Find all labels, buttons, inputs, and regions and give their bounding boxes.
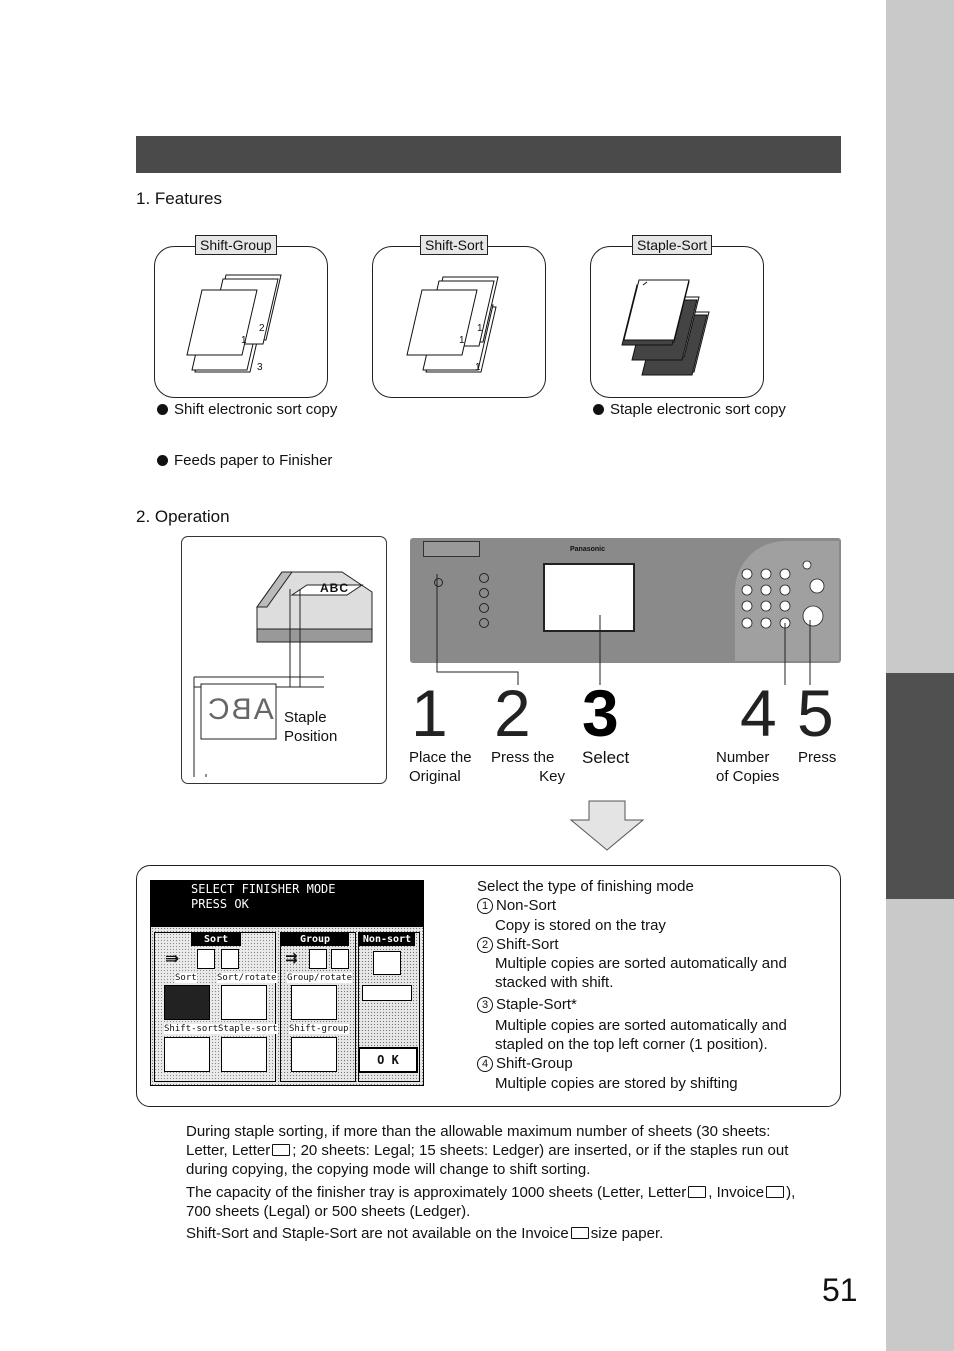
note-text: Shift-Sort and Staple-Sort are not available on the Invoice [186,1225,569,1242]
bullet-shift-sort-copy [157,401,337,418]
non-sort-icon[interactable] [373,951,401,975]
note-text: size paper. [590,1225,664,1242]
note-line: 700 sheets (Legal) or 500 sheets (Ledger). [186,1203,471,1220]
mirrored-doc-label: ABC [206,693,274,726]
lcd-label-shift-group: Shift-group [289,1024,349,1034]
paper-orientation-icon [272,1144,290,1156]
item-title: Shift-Group [496,1055,573,1072]
lcd-label-sort: Sort [175,973,197,983]
page-num-3: 3 [257,362,263,373]
finishing-item-3 [477,995,577,1015]
staple-label: Staple [284,709,327,726]
step-number-3: 3 [582,676,619,750]
item-number-2: 2 [477,937,493,953]
finishing-item-3-desc-1: Multiple copies are sorted automatically and [495,1017,787,1034]
shift-sort-icon[interactable] [164,1037,210,1072]
lcd-label-sort-rotate: Sort/rotate [217,973,277,983]
step-4-line1: Number [716,749,770,766]
step-number-2: 2 [494,676,531,750]
finishing-item-1 [477,896,556,916]
step-2-label [491,748,565,786]
item-number-3: 3 [477,997,493,1013]
step-1-line1: Place the [409,749,472,766]
group-rotate-icon [309,949,327,969]
staple-sort-illustration [591,247,763,397]
shift-group-icon[interactable] [291,1037,337,1072]
non-sort-option[interactable] [362,985,412,1001]
page-num-1a: 1 [459,335,465,346]
feature-shift-group-box [154,246,328,398]
note-text: Letter, Letter [186,1142,271,1159]
step-5-label: Press [798,749,837,766]
feature-staple-sort-box [590,246,764,398]
step-4-line2: of Copies [716,768,780,785]
note-line [186,1183,846,1202]
item-title: Staple-Sort* [496,996,577,1013]
page-num-1: 1 [241,335,247,346]
step-number-4: 4 [740,676,777,750]
step-number-5: 5 [797,676,834,750]
step-number-1: 1 [411,676,448,750]
document-feeder-illustration [182,537,386,783]
lcd-line-1: SELECT FINISHER MODE [191,882,336,896]
callout-lines [380,560,830,690]
lcd-label-staple-sort: Staple-sort [218,1024,278,1034]
note-tray-capacity [186,1183,846,1221]
lcd-option-grid [151,927,423,1085]
feature-shift-sort-box [372,246,546,398]
bullet-feeds-paper [157,452,332,469]
lcd-message [151,881,423,927]
staple-sort-icon[interactable] [221,1037,267,1072]
note-text: , Invoice [708,1184,765,1201]
step-3-label: Select [582,748,630,767]
bullet-dot [157,404,168,415]
step-1-line2: Original [409,768,461,785]
paper-orientation-icon [688,1186,706,1198]
page-num-1c: 1 [475,362,481,373]
features-heading: 1. Features [136,189,222,208]
note-line: During staple sorting, if more than the allowable maximum number of sheets (30 sheets: [186,1123,771,1140]
finishing-intro: Select the type of finishing mode [477,878,694,895]
group-arrow-icon: ⇉ [285,950,298,967]
header-bar [136,136,841,173]
shift-group-option[interactable] [291,985,337,1020]
page-num-2: 2 [259,323,265,334]
down-arrow-icon [569,800,645,852]
step-2-line1: Press the [491,749,555,766]
lcd-label-shift-sort: Shift-sort [164,1024,219,1034]
shift-group-illustration [155,247,327,397]
page-num-1b: 1 [477,323,483,334]
lcd-line-2: PRESS OK [191,897,249,911]
operation-heading: 2. Operation [136,507,230,526]
sort-rotate-icon-2 [221,949,239,969]
finishing-item-4-desc: Multiple copies are stored by shifting [495,1075,738,1092]
staple-sort-option[interactable] [221,985,267,1020]
item-number-4: 4 [477,1056,493,1072]
original-placement-box [181,536,387,784]
bullet-text: Staple electronic sort copy [610,401,786,418]
feature-label-staple-sort: Staple-Sort [632,235,712,255]
side-index-tab-active [886,673,954,899]
feeder-doc-label: ABC [320,581,349,595]
tab-sort[interactable]: Sort [191,933,241,946]
note-line [186,1141,846,1160]
note-staple-limits [186,1122,846,1179]
sort-rotate-icon [197,949,215,969]
bullet-text: Feeds paper to Finisher [174,452,333,469]
step-4-label [716,748,779,786]
ok-button[interactable]: O K [358,1047,418,1073]
step-2-line2: Key [539,768,565,785]
finishing-item-2-desc-2: stacked with shift. [495,974,614,991]
group-rotate-icon-2 [331,949,349,969]
feature-label-shift-group: Shift-Group [195,235,277,255]
finisher-lcd-screen [150,880,424,1086]
note-invoice-restriction [186,1224,846,1243]
finishing-item-2 [477,935,559,955]
tab-non-sort[interactable]: Non-sort [359,933,415,946]
tab-group[interactable]: Group [281,933,349,946]
finishing-item-4 [477,1054,573,1074]
finishing-item-3-desc-2: stapled on the top left corner (1 position). [495,1036,768,1053]
bullet-dot [157,455,168,466]
item-title: Non-Sort [496,897,557,914]
paper-orientation-icon [571,1227,589,1239]
item-title: Shift-Sort [496,936,559,953]
paper-orientation-icon [766,1186,784,1198]
panel-brand: Panasonic [570,546,606,553]
position-label: Position [284,728,338,745]
note-text: ; 20 sheets: Legal; 15 sheets: Ledger) are inserted, or if the staples run out [292,1142,789,1159]
panel-display-slot [423,541,480,557]
bullet-staple-sort-copy [593,401,786,418]
page-number: 51 [822,1272,858,1308]
step-1-label [409,748,472,786]
finishing-item-2-desc-1: Multiple copies are sorted automatically and [495,955,787,972]
feature-label-shift-sort: Shift-Sort [420,235,488,255]
shift-sort-illustration [373,247,545,397]
bullet-text: Shift electronic sort copy [174,401,338,418]
bullet-dot [593,404,604,415]
shift-sort-option[interactable] [164,985,210,1020]
note-text: ), [786,1184,796,1201]
lcd-label-group-rotate: Group/rotate [287,973,353,983]
finishing-item-1-desc: Copy is stored on the tray [495,917,666,934]
item-number-1: 1 [477,898,493,914]
note-line: during copying, the copying mode will change to shift sorting. [186,1161,591,1178]
sort-arrows-icon: ⇛ [165,949,180,968]
note-text: The capacity of the finisher tray is approximately 1000 sheets (Letter, Letter [186,1184,687,1201]
